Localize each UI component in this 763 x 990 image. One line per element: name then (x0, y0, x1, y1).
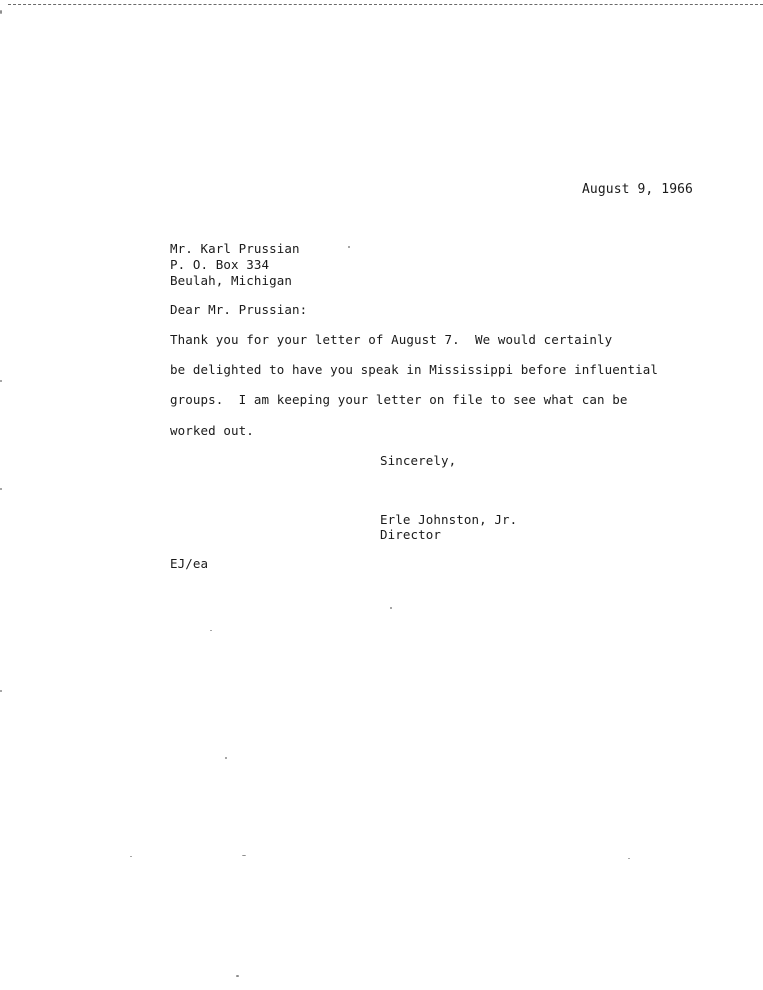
closing: Sincerely, (380, 453, 457, 468)
signature-name: Erle Johnston, Jr. (380, 512, 518, 527)
body-line-1: Thank you for your letter of August 7. We would certainly (170, 332, 613, 347)
body-line-3: groups. I am keeping your letter on file to see what can be (170, 392, 628, 407)
scan-speck (130, 856, 132, 857)
scan-speck (0, 10, 2, 14)
scan-speck (0, 690, 2, 692)
scan-speck (390, 607, 392, 609)
recipient-name: Mr. Karl Prussian (170, 241, 300, 256)
signature-title: Director (380, 527, 442, 542)
scan-speck (348, 246, 350, 248)
scan-speck (628, 858, 630, 859)
letter-date: August 9, 1966 (582, 182, 693, 197)
scan-speck (0, 380, 2, 382)
recipient-address-line2: Beulah, Michigan (170, 273, 293, 288)
salutation: Dear Mr. Prussian: (170, 302, 308, 317)
body-line-4: worked out. (170, 423, 254, 438)
recipient-address-line1: P. O. Box 334 (170, 257, 270, 272)
scan-speck (0, 488, 2, 490)
page-top-edge-line (8, 4, 763, 7)
scan-speck (210, 630, 212, 631)
scan-speck (236, 975, 239, 977)
body-line-2: be delighted to have you speak in Mississippi before influential (170, 362, 659, 377)
scan-speck (225, 757, 227, 759)
reference-initials: EJ/ea (170, 556, 209, 571)
scan-speck (242, 855, 246, 856)
